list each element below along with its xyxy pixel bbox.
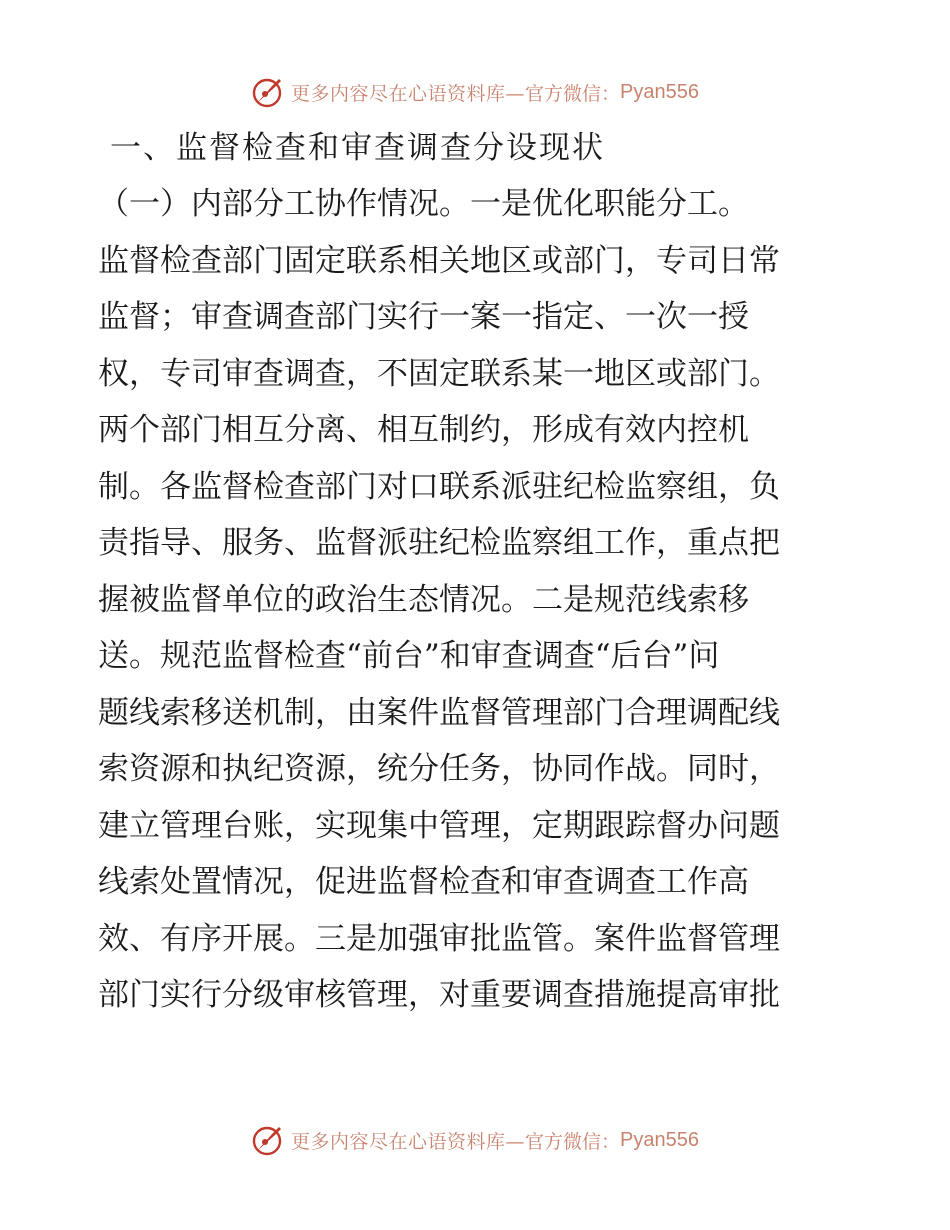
banner-slogan: 更多内容尽在心语资料库—	[291, 82, 526, 105]
pen-logo-icon	[251, 1123, 285, 1157]
text-line: 握被监督单位的政治生态情况。二是规范线索移	[98, 581, 749, 618]
banner-wechat-id: Pyan556	[620, 1128, 699, 1151]
text-line: 权，专司审查调查，不固定联系某一地区或部门。	[98, 355, 780, 392]
text-line: 送。规范监督检查“前台”和审查调查“后台”问	[98, 638, 720, 674]
section-heading: 一、监督检查和审查调查分设现状	[110, 130, 605, 166]
footer-banner	[0, 1118, 950, 1162]
text-line: 索资源和执纪资源，统分任务，协同作战。同时，	[98, 751, 780, 787]
text-line: 监督；审查调查部门实行一案一指定、一次一授	[98, 299, 749, 335]
text-line: 监督检查部门固定联系相关地区或部门，专司日常	[98, 242, 780, 279]
body-paragraph	[98, 176, 858, 1024]
banner-wechat-label: 官方微信：	[525, 1130, 621, 1153]
banner-slogan: 更多内容尽在心语资料库—	[291, 1130, 526, 1153]
text-line: 制。各监督检查部门对口联系派驻纪检监察组，负	[98, 468, 780, 505]
text-line: 题线索移送机制，由案件监督管理部门合理调配线	[98, 694, 780, 731]
text-line: 两个部门相互分离、相互制约，形成有效内控机	[98, 412, 749, 448]
text-line: 线索处置情况，促进监督检查和审查调查工作高	[98, 864, 749, 900]
text-line: 部门实行分级审核管理，对重要调查措施提高审批	[98, 977, 780, 1013]
header-banner	[0, 70, 950, 114]
text-line: 效、有序开展。三是加强审批监管。案件监督管理	[98, 920, 780, 957]
banner-wechat-id: Pyan556	[620, 80, 699, 103]
text-line: 建立管理台账，实现集中管理，定期跟踪督办问题	[98, 807, 780, 844]
banner-wechat-label: 官方微信：	[525, 82, 621, 105]
text-line: 责指导、服务、监督派驻纪检监察组工作，重点把	[98, 525, 780, 561]
pen-logo-icon	[251, 75, 285, 109]
text-line: （一）内部分工协作情况。一是优化职能分工。	[98, 186, 749, 222]
